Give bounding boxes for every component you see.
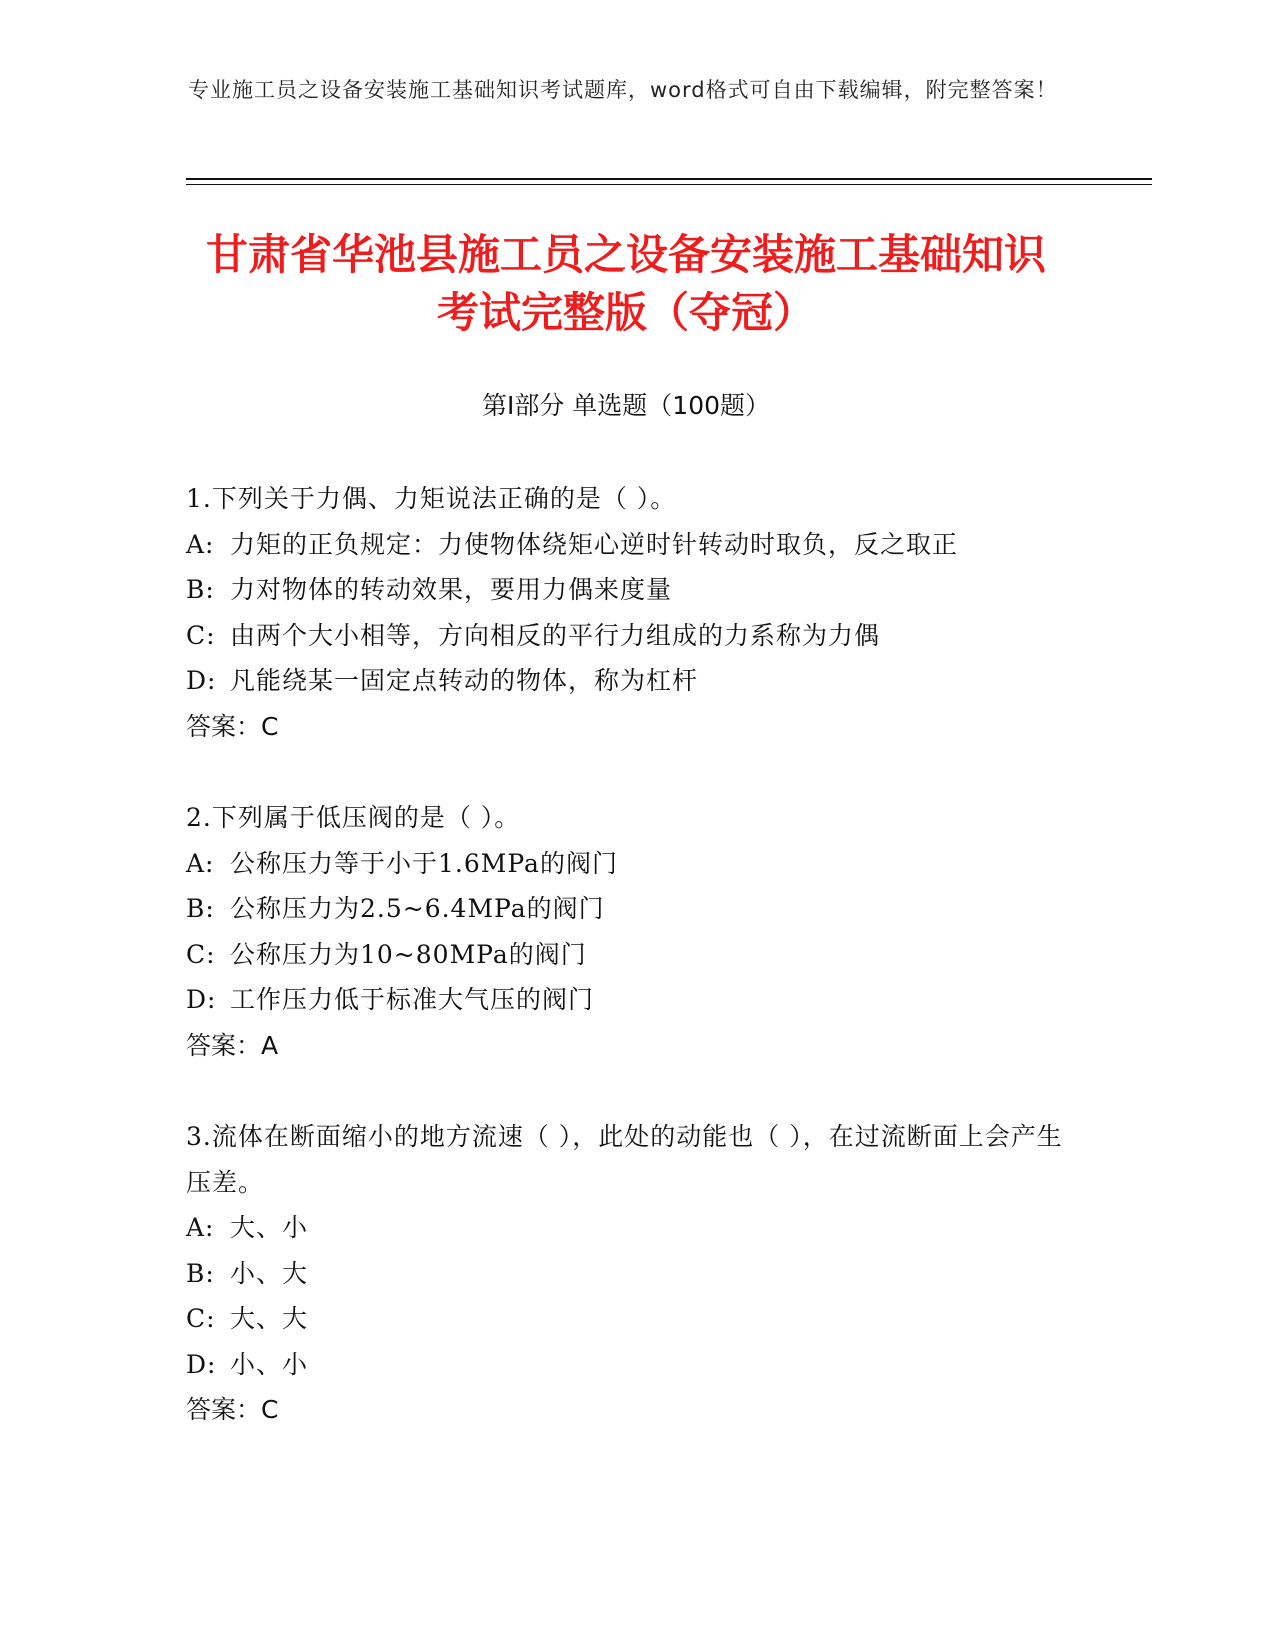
question-stem: 1.下列关于力偶、力矩说法正确的是（ ）。	[186, 484, 677, 513]
option-text: 力矩的正负规定：力使物体绕矩心逆时针转动时取负，反之取正	[230, 529, 959, 559]
option-letter: B:	[186, 1258, 215, 1288]
option-letter: B:	[186, 575, 215, 604]
answer: 答案：C	[186, 1395, 279, 1424]
header-rule-thin	[186, 184, 1152, 185]
option-text: 力对物体的转动效果，要用力偶来度量	[230, 575, 673, 604]
option-letter: A:	[186, 529, 215, 559]
option-letter: C:	[186, 620, 216, 650]
option-b	[186, 1251, 1066, 1297]
option-b	[186, 567, 1066, 613]
option-a	[186, 841, 1066, 887]
option-d	[186, 658, 1066, 704]
option-c	[186, 1296, 1066, 1342]
option-letter: A:	[186, 1213, 215, 1242]
option-text: 大、大	[230, 1304, 309, 1333]
option-text: 工作压力低于标准大气压的阀门	[230, 985, 595, 1014]
option-text: 凡能绕某一固定点转动的物体，称为杠杆	[230, 666, 699, 695]
option-letter: D:	[186, 666, 217, 695]
option-text: 公称压力为2.5~6.4MPa的阀门	[230, 894, 605, 923]
option-letter: C:	[186, 1304, 216, 1333]
option-letter: D:	[186, 985, 217, 1014]
option-a	[186, 522, 1066, 568]
option-d	[186, 1342, 1066, 1388]
section-title: 第Ⅰ部分 单选题（100题）	[481, 391, 771, 420]
header-rule-thick	[186, 178, 1152, 180]
option-text: 小、小	[230, 1349, 309, 1379]
question-1	[186, 476, 1066, 749]
option-text: 小、大	[230, 1258, 309, 1288]
option-d	[186, 977, 1066, 1023]
answer: 答案：A	[186, 1030, 279, 1060]
option-b	[186, 886, 1066, 932]
option-letter: B:	[186, 894, 215, 923]
question-stem: 2.下列属于低压阀的是（ ）。	[186, 803, 521, 832]
option-text: 由两个大小相等，方向相反的平行力组成的力系称为力偶	[230, 620, 881, 650]
option-text: 公称压力等于小于1.6MPa的阀门	[230, 848, 618, 878]
header-note: 专业施工员之设备安装施工基础知识考试题库，word格式可自由下载编辑，附完整答案！	[188, 78, 1058, 102]
question-stem: 3.流体在断面缩小的地方流速（ ），此处的动能也（ ），在过流断面上会产生压差。	[186, 1122, 1063, 1197]
option-text: 公称压力为10~80MPa的阀门	[230, 939, 587, 969]
answer: 答案：C	[186, 711, 279, 741]
option-a	[186, 1205, 1066, 1251]
question-list	[186, 476, 1066, 1479]
option-c	[186, 613, 1066, 659]
question-2	[186, 795, 1066, 1068]
option-c	[186, 932, 1066, 978]
question-3	[186, 1114, 1066, 1433]
option-text: 大、小	[230, 1213, 309, 1242]
option-letter: C:	[186, 939, 216, 969]
document-title: 甘肃省华池县施工员之设备安装施工基础知识考试完整版（夺冠）	[205, 230, 1046, 337]
option-letter: D:	[186, 1349, 217, 1379]
option-letter: A:	[186, 848, 215, 878]
